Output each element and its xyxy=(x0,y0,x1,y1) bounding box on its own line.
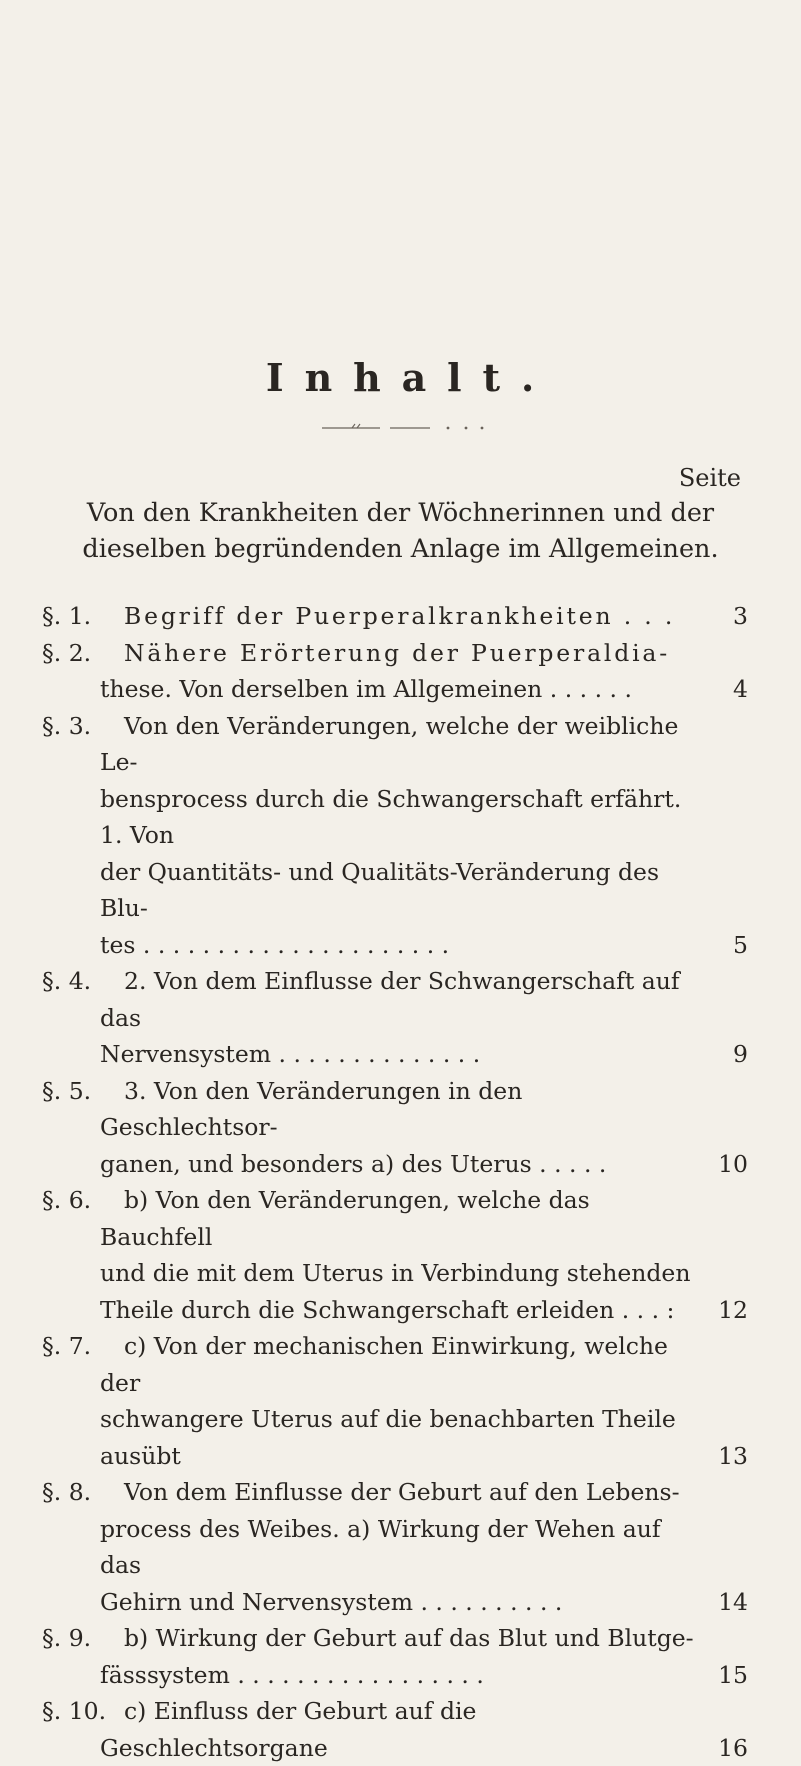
entry-line: b) Wirkung der Geburt auf das Blut und Blutge- xyxy=(100,1620,696,1657)
entry-line: der Quantitäts- und Qualitäts-Veränderung des Blu- xyxy=(100,854,696,927)
heading-line: Von den Krankheiten der Wöchnerinnen und der xyxy=(0,495,801,531)
entry-line: these. Von derselben im Allgemeinen . . . . . . xyxy=(100,671,696,708)
entry-line: und die mit dem Uterus in Verbindung stehenden xyxy=(100,1255,696,1292)
entry-line: Theile durch die Schwangerschaft erleiden . . . : xyxy=(100,1292,696,1329)
page-title: Inhalt. xyxy=(0,355,801,400)
toc-entry xyxy=(42,1328,748,1474)
page-number: 5 xyxy=(708,927,748,964)
entry-line: c) Einfluss der Geburt auf die Geschlechtsorgane xyxy=(100,1693,696,1766)
page-number: 4 xyxy=(708,671,748,708)
page-column-label: Seite xyxy=(679,464,741,492)
section-number: §. 1. xyxy=(42,598,124,635)
toc-entry xyxy=(42,963,748,1073)
section-number: §. 7. xyxy=(42,1328,124,1365)
section-heading xyxy=(0,495,801,567)
entry-line: 2. Von dem Einflusse der Schwangerschaft auf das xyxy=(100,963,696,1036)
toc-entry xyxy=(42,635,748,708)
toc-entry xyxy=(42,1474,748,1620)
entry-line: fässsystem . . . . . . . . . . . . . . . . . xyxy=(100,1657,696,1694)
heading-line: dieselben begründenden Anlage im Allgemeinen. xyxy=(0,531,801,567)
entry-line: bensprocess durch die Schwangerschaft erfährt. 1. Von xyxy=(100,781,696,854)
entry-line: c) Von der mechanischen Einwirkung, welche der xyxy=(100,1328,696,1401)
section-number: §. 2. xyxy=(42,635,124,672)
entry-line: Von den Veränderungen, welche der weibliche Le- xyxy=(100,708,696,781)
entry-line: b) Von den Veränderungen, welche das Bauchfell xyxy=(100,1182,696,1255)
section-number: §. 5. xyxy=(42,1073,124,1110)
section-number: §. 6. xyxy=(42,1182,124,1219)
entry-line: 3. Von den Veränderungen in den Geschlechtsor- xyxy=(100,1073,696,1146)
toc-entry xyxy=(42,598,748,635)
toc-entry xyxy=(42,1693,748,1766)
entry-line: Gehirn und Nervensystem . . . . . . . . . . xyxy=(100,1584,696,1621)
toc-entry xyxy=(42,1182,748,1328)
toc-entry xyxy=(42,1620,748,1693)
table-of-contents xyxy=(42,598,748,1766)
page-number: 16 xyxy=(708,1730,748,1766)
entry-line: ganen, und besonders a) des Uterus . . . . . xyxy=(100,1146,696,1183)
entry-line: Begriff der Puerperalkrankheiten . . . xyxy=(100,598,696,635)
page-number: 10 xyxy=(708,1146,748,1183)
ornament-rule xyxy=(320,420,490,434)
entry-line: schwangere Uterus auf die benachbarten Theile ausübt xyxy=(100,1401,696,1474)
entry-line: process des Weibes. a) Wirkung der Wehen auf das xyxy=(100,1511,696,1584)
toc-entry xyxy=(42,708,748,964)
section-number: §. 4. xyxy=(42,963,124,1000)
entry-line: Nervensystem . . . . . . . . . . . . . . xyxy=(100,1036,696,1073)
entry-line: tes . . . . . . . . . . . . . . . . . . . . . xyxy=(100,927,696,964)
section-number: §. 9. xyxy=(42,1620,124,1657)
section-number: §. 8. xyxy=(42,1474,124,1511)
page-number: 9 xyxy=(708,1036,748,1073)
page-number: 3 xyxy=(708,598,748,635)
page-number: 15 xyxy=(708,1657,748,1694)
page-number: 13 xyxy=(708,1438,748,1475)
section-number: §. 10. xyxy=(42,1693,124,1730)
section-number: §. 3. xyxy=(42,708,124,745)
page-number: 14 xyxy=(708,1584,748,1621)
page-number: 12 xyxy=(708,1292,748,1329)
entry-line: Nähere Erörterung der Puerperaldia- xyxy=(100,635,696,672)
toc-entry xyxy=(42,1073,748,1183)
entry-line: Von dem Einflusse der Geburt auf den Lebens- xyxy=(100,1474,696,1511)
